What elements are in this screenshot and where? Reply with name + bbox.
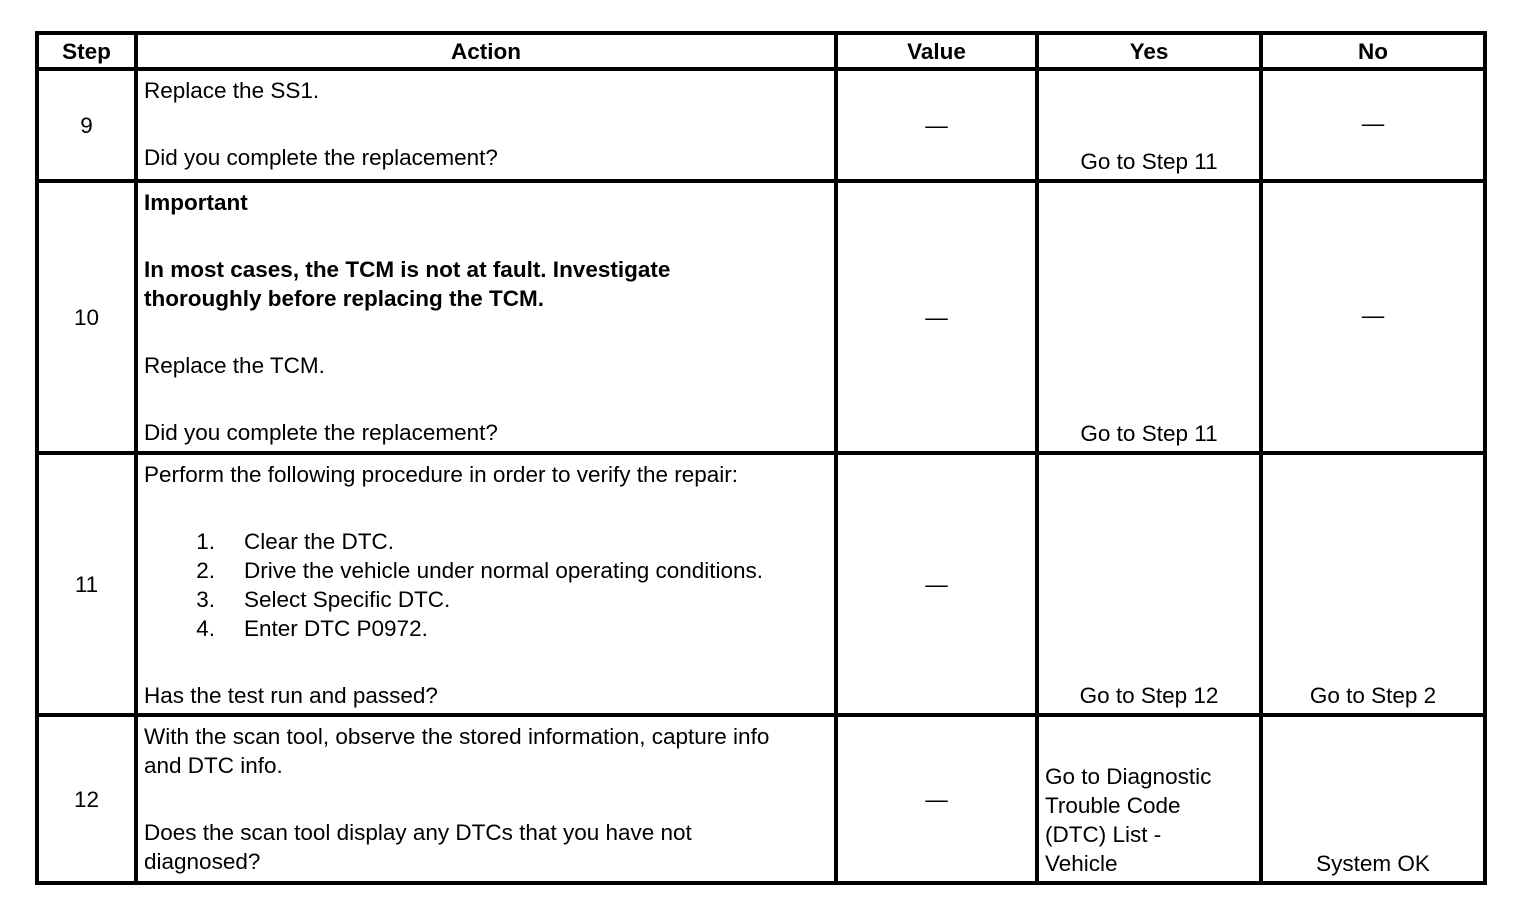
procedure-step xyxy=(144,614,828,643)
action-instruction: With the scan tool, observe the stored information, capture info and DTC info. xyxy=(144,724,770,778)
step-number: 12 xyxy=(37,715,136,883)
yes-cell: Go to Diagnostic Trouble Code (DTC) List - Vehicle xyxy=(1037,715,1261,883)
procedure-step xyxy=(144,585,828,614)
action-cell xyxy=(136,453,836,715)
no-cell: System OK xyxy=(1261,715,1485,883)
procedure-step xyxy=(144,556,828,585)
header-row xyxy=(37,33,1485,69)
procedure-step-number: 3. xyxy=(196,587,215,612)
value-cell xyxy=(836,69,1037,181)
procedure-step-number: 2. xyxy=(196,558,215,583)
table-row xyxy=(37,715,1485,883)
value-dash: — xyxy=(925,786,948,812)
action-question: Did you complete the replacement? xyxy=(144,420,498,445)
yes-cell: Go to Step 11 xyxy=(1037,69,1261,181)
action-question: Has the test run and passed? xyxy=(144,683,438,708)
step-number: 9 xyxy=(37,69,136,181)
value-cell xyxy=(836,453,1037,715)
procedure-step xyxy=(144,527,828,556)
important-title: Important xyxy=(144,190,248,215)
diagnostic-table xyxy=(35,31,1487,885)
no-dash: — xyxy=(1361,303,1385,328)
procedure-step-text: Enter DTC P0972. xyxy=(244,616,428,641)
value-cell xyxy=(836,181,1037,453)
value-cell xyxy=(836,715,1037,883)
header-no: No xyxy=(1261,33,1485,69)
procedure-step-text: Drive the vehicle under normal operating conditions. xyxy=(244,558,764,583)
important-text: In most cases, the TCM is not at fault. Investigate thoroughly before replacing the TCM. xyxy=(144,257,671,311)
action-cell xyxy=(136,181,836,453)
procedure-list xyxy=(144,527,828,643)
procedure-step-number: 1. xyxy=(196,529,215,554)
no-dash: — xyxy=(1361,111,1385,136)
step-number: 10 xyxy=(37,181,136,453)
action-question: Does the scan tool display any DTCs that you have not diagnosed? xyxy=(144,820,692,874)
action-instruction: Perform the following procedure in order to verify the repair: xyxy=(144,462,739,487)
value-dash: — xyxy=(925,304,948,330)
action-cell xyxy=(136,69,836,181)
header-step: Step xyxy=(37,33,136,69)
procedure-step-number: 4. xyxy=(196,616,215,641)
no-cell xyxy=(1261,69,1485,181)
yes-cell: Go to Step 12 xyxy=(1037,453,1261,715)
header-value: Value xyxy=(836,33,1037,69)
table-row xyxy=(37,453,1485,715)
table-row xyxy=(37,181,1485,453)
value-dash: — xyxy=(925,112,948,138)
action-question: Did you complete the replacement? xyxy=(144,145,498,170)
procedure-step-text: Select Specific DTC. xyxy=(244,587,451,612)
action-instruction: Replace the TCM. xyxy=(144,353,325,378)
value-dash: — xyxy=(925,571,948,597)
procedure-step-text: Clear the DTC. xyxy=(244,529,395,554)
header-yes: Yes xyxy=(1037,33,1261,69)
table-row xyxy=(37,69,1485,181)
header-action: Action xyxy=(136,33,836,69)
yes-cell: Go to Step 11 xyxy=(1037,181,1261,453)
no-cell xyxy=(1261,181,1485,453)
action-cell xyxy=(136,715,836,883)
no-cell: Go to Step 2 xyxy=(1261,453,1485,715)
step-number: 11 xyxy=(37,453,136,715)
action-instruction: Replace the SS1. xyxy=(144,78,320,103)
